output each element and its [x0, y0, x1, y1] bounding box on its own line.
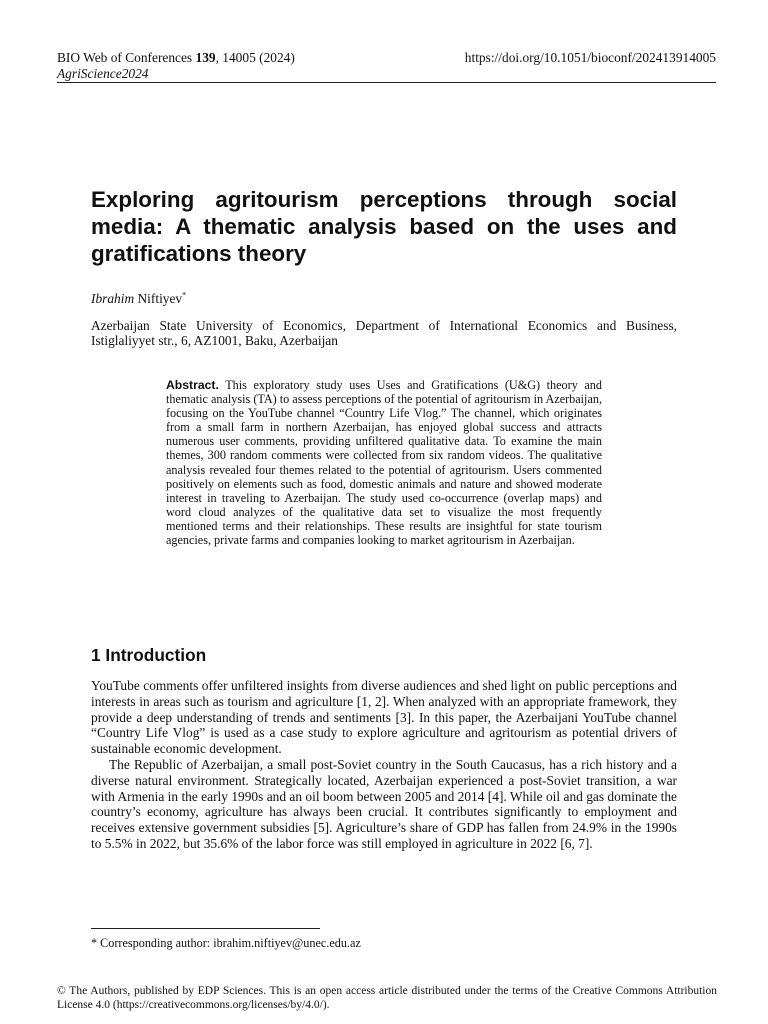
- doi-link[interactable]: https://doi.org/10.1051/bioconf/202413914005: [464, 50, 716, 65]
- body-paragraph: The Republic of Azerbaijan, a small post-Soviet country in the South Caucasus, has a rich history and a diverse natural environment. Strategically located, Azerbaijan experienced a post-Soviet transition, a war with Armenia in the early 1990s and an oil boom between 2005 and 2014 [4]. While oil and gas dominate the country’s economy, agriculture has always been crucial. It contributes significantly to employment and receives extensive government subsidies [5]. Agriculture’s share of GDP has fallen from 24.9% in the 1990s to 5.5% in 2022, but 35.6% of the labor force was still employed in agriculture in 2022 [6, 7].: [91, 756, 677, 851]
- journal-citation: [57, 50, 295, 66]
- author-given-name: Ibrahim: [91, 291, 135, 306]
- corresponding-author-mark: *: [182, 290, 187, 300]
- section-heading: 1 Introduction: [91, 645, 207, 665]
- footnote-divider: [91, 928, 320, 929]
- running-header-left: [57, 50, 295, 82]
- abstract-label: Abstract.: [166, 378, 219, 392]
- conference-name: AgriScience2024: [57, 66, 149, 81]
- section-body: [91, 678, 677, 852]
- article-number: , 14005 (2024): [215, 50, 295, 65]
- paper-title: Exploring agritourism perceptions through social media: A thematic analysis based on the uses and gratifications theory: [91, 187, 677, 266]
- author-family-name: Niftiyev: [134, 291, 183, 306]
- abstract-text: This exploratory study uses Uses and Gratifications (U&G) theory and thematic analysis (TA) to assess perceptions of the potential of agritourism in Azerbaijan, focusing on the YouTube channel “Country Life Vlog.” The channel, which originates from a small farm in northern Azerbaijan, has enjoyed global success and attracts numerous user comments, providing unfiltered qualitative data. To examine the main themes, 300 random comments were collected from six random videos. The qualitative analysis revealed four themes related to the potential of agritourism. Users commented positively on elements such as food, domestic animals and nature and showed moderate interest in traveling to Azerbaijan. The study used co-occurrence (overlap maps) and word cloud analyzes of the qualitative data set to visualize the most frequently mentioned terms and their relationships. These results are insightful for state tourism agencies, private farms and companies looking to market agritourism in Azerbaijan.: [166, 378, 602, 548]
- license-notice: © The Authors, published by EDP Sciences. This is an open access article distributed under the terms of the Creative Commons Attribution License 4.0 (https://creativecommons.org/licenses/by/4.0/).: [57, 985, 717, 1011]
- abstract: [166, 378, 602, 547]
- author-line: [91, 291, 186, 307]
- journal-volume: 139: [195, 50, 216, 65]
- body-paragraph: YouTube comments offer unfiltered insights from diverse audiences and shed light on public perceptions and interests in areas such as tourism and agriculture [1, 2]. When analyzed with an appropriate framework, they provide a deep understanding of trends and sentiments [3]. In this paper, the Azerbaijani YouTube channel “Country Life Vlog” is used as a case study to explore agriculture and agritourism as potential drivers of sustainable economic development.: [91, 678, 677, 757]
- author-affiliation: Azerbaijan State University of Economics, Department of International Economics and Business, Istiglaliyyet str., 6, AZ1001, Baku, Azerbaijan: [91, 318, 677, 349]
- header-divider: [57, 82, 716, 83]
- journal-name: BIO Web of Conferences: [57, 50, 196, 65]
- footnote: * Corresponding author: ibrahim.niftiyev@unec.edu.az: [91, 936, 361, 950]
